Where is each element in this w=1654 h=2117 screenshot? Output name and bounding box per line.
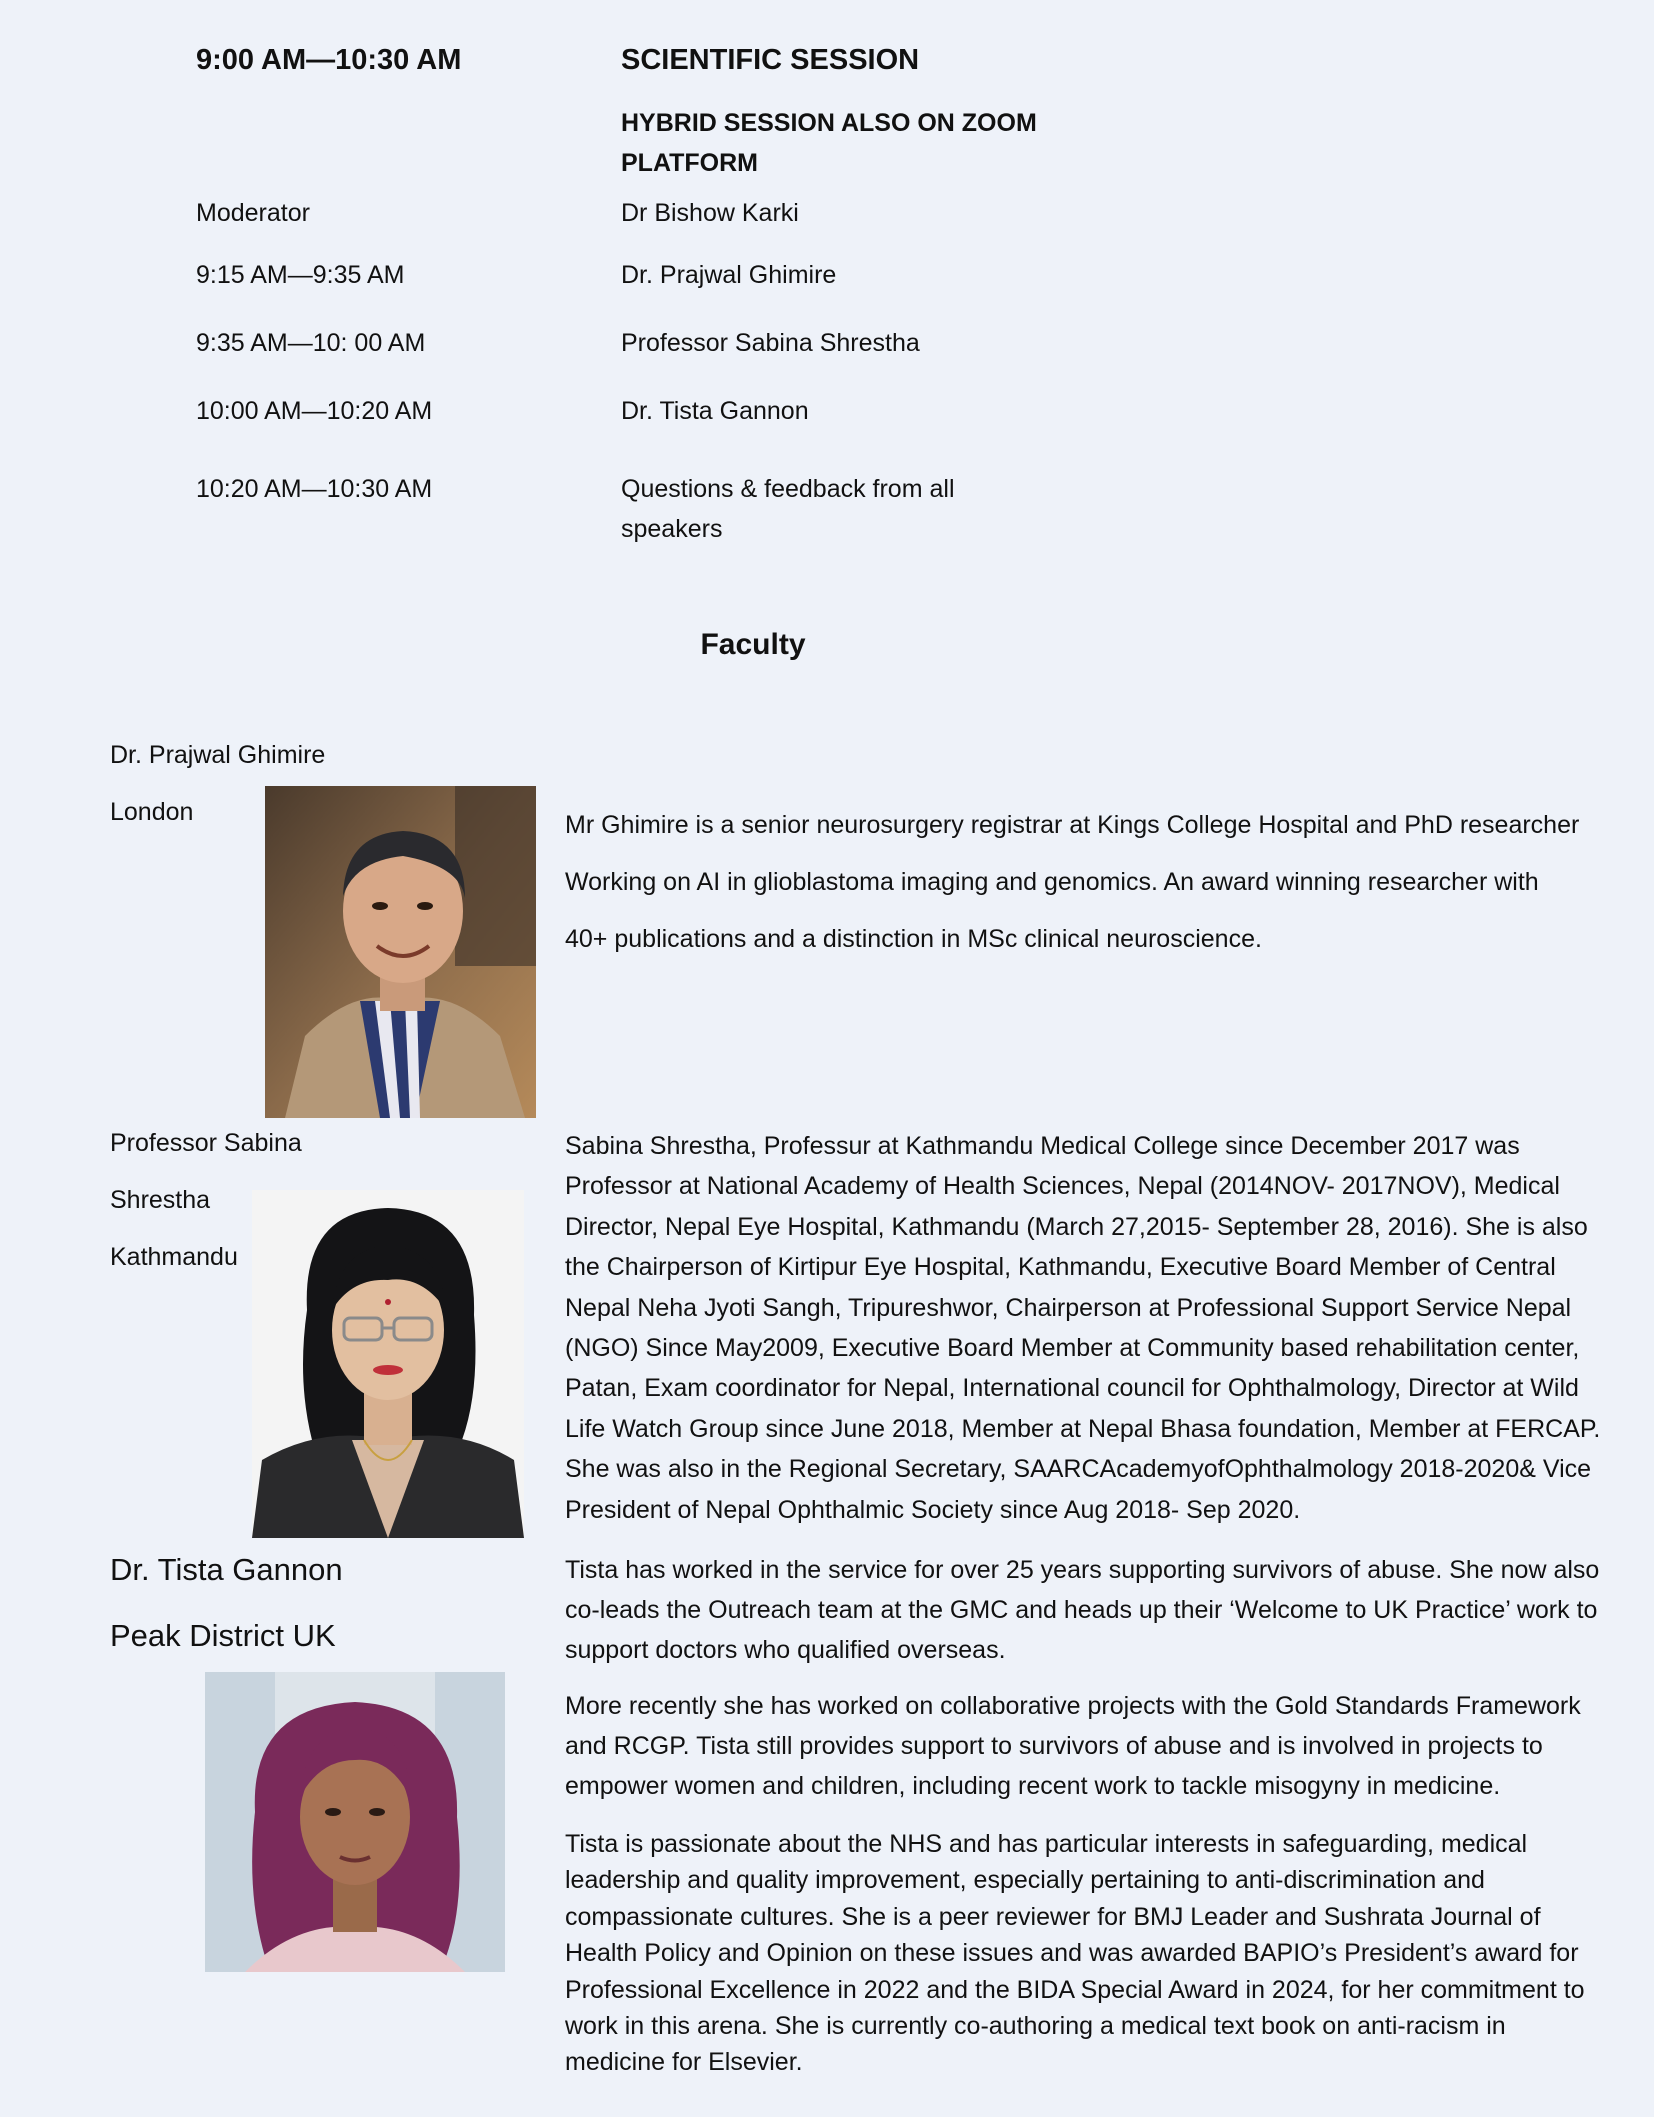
- schedule-speaker: Professor Sabina Shrestha: [621, 329, 920, 357]
- faculty-photo-shrestha: [252, 1190, 524, 1538]
- faculty-bio-shrestha: Sabina Shrestha, Professur at Kathmandu Medical College since December 2017 was Professor at National Academy of Health Sciences, Nepal (2014NOV- 2017NOV), Medical Director, Nepal Eye Hospital, Kathmandu (March 27,2015- September 28, 2016). She is also the Chairperson of Kirtipur Eye Hospital, Kathmandu, Executive Board Member of Central Nepal Neha Jyoti Sangh, Tripureshwor, Chairperson at Professional Support Service Nepal (NGO) Since May2009, Executive Board Member at Community based rehabilitation center, Patan, Exam coordinator for Nepal, International council for Ophthalmology, Director at Wild Life Watch Group since June 2018, Member at Nepal Bhasa foundation, Member at FERCAP. She was also in the Regional Secretary, SAARCAcademyofOphthalmology 2018-2020& Vice President of Nepal Ophthalmic Society since Aug 2018- Sep 2020.: [565, 1132, 1601, 1524]
- bio-line: 40+ publications and a distinction in MSc clinical neuroscience.: [565, 925, 1262, 953]
- schedule-time: 9:15 AM—9:35 AM: [196, 261, 405, 289]
- faculty-location: Peak District UK: [110, 1618, 336, 1653]
- schedule-moderator-name: Dr Bishow Karki: [621, 199, 799, 227]
- faculty-photo-gannon: [205, 1672, 505, 1972]
- faculty-photo-ghimire: [265, 786, 536, 1118]
- faculty-name: Professor Sabina: [110, 1129, 302, 1157]
- session-title: SCIENTIFIC SESSION: [621, 44, 920, 76]
- schedule-qa: Questions & feedback from all speakers: [621, 475, 955, 543]
- schedule-time: 10:20 AM—10:30 AM: [196, 475, 433, 503]
- session-time: 9:00 AM—10:30 AM: [196, 44, 462, 76]
- bio-line: Working on AI in glioblastoma imaging and genomics. An award winning researcher with: [565, 868, 1539, 896]
- faculty-bio-gannon-p1: Tista has worked in the service for over 25 years supporting survivors of abuse. She now also co-leads the Outreach team at the GMC and heads up their ‘Welcome to UK Practice’ work to support doctors who qualified overseas.: [565, 1556, 1600, 1664]
- faculty-heading: Faculty: [700, 628, 806, 661]
- faculty-name: Dr. Tista Gannon: [110, 1552, 343, 1587]
- schedule-speaker: Dr. Tista Gannon: [621, 397, 809, 425]
- faculty-location: Kathmandu: [110, 1243, 238, 1271]
- schedule-time: 9:35 AM—10: 00 AM: [196, 329, 426, 357]
- schedule-speaker: Dr. Prajwal Ghimire: [621, 261, 837, 289]
- faculty-bio-gannon-p2: More recently she has worked on collaborative projects with the Gold Standards Framework and RCGP. Tista still provides support to survivors of abuse and is involved in projects to empower women and children, including recent work to tackle misogyny in medicine.: [565, 1692, 1581, 1800]
- faculty-name: Shrestha: [110, 1186, 211, 1214]
- schedule-label-moderator: Moderator: [196, 199, 310, 227]
- hybrid-note: HYBRID SESSION ALSO ON ZOOM PLATFORM: [621, 109, 1037, 177]
- faculty-bio-ghimire: [565, 797, 1625, 968]
- schedule-time: 10:00 AM—10:20 AM: [196, 397, 433, 425]
- faculty-bio-gannon-p3: Tista is passionate about the NHS and has particular interests in safeguarding, medical leadership and quality improvement, especially pertaining to anti-discrimination and compassionate cultures. She is a peer reviewer for BMJ Leader and Sushrata Journal of Health Policy and Opinion on these issues and was awarded BAPIO’s President’s award for Professional Excellence in 2022 and the BIDA Special Award in 2024, for her commitment to work in this arena. She is currently co-authoring a medical text book on anti-racism in medicine for Elsevier.: [565, 1830, 1585, 2077]
- faculty-name: Dr. Prajwal Ghimire: [110, 741, 326, 769]
- bio-line: Mr Ghimire is a senior neurosurgery registrar at Kings College Hospital and PhD researcher: [565, 811, 1580, 839]
- faculty-location: London: [110, 798, 194, 826]
